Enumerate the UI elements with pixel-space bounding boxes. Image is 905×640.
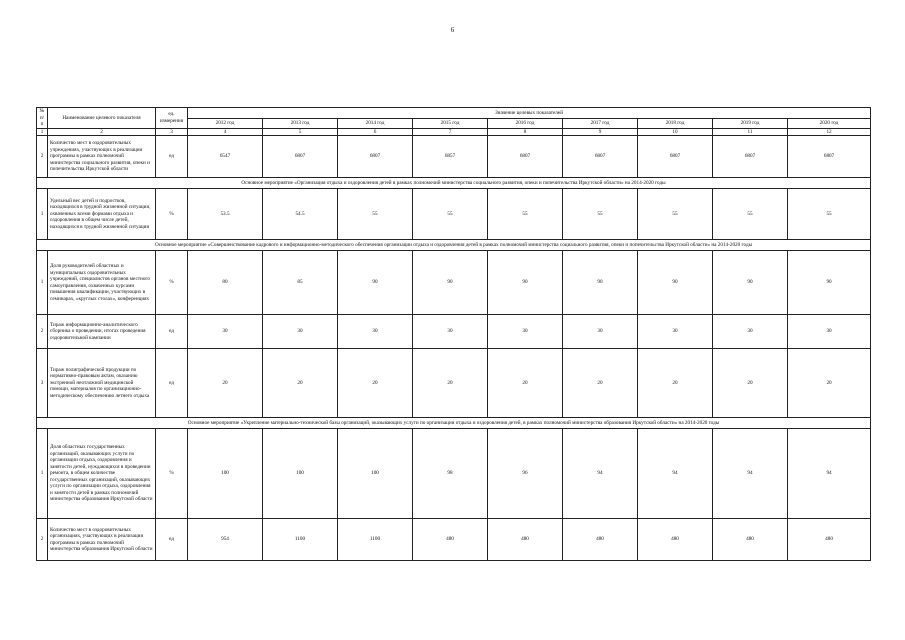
indicator-value: 30 — [638, 315, 713, 349]
indicator-value: 90 — [413, 251, 488, 315]
column-number: 4 — [188, 128, 263, 136]
header-values: Значение целевых показателей — [188, 108, 871, 119]
indicator-value: 480 — [488, 519, 563, 561]
indicator-value: 55 — [788, 189, 871, 240]
indicator-value: 100 — [263, 429, 338, 519]
indicator-row — [37, 136, 871, 178]
indicator-name: Доля руководителей областных и муниципальных оздоровительных учреждений, специалистов органов местного самоуправления, охваченных курсами повышения квалификации, участвующих в семинарах, «круглых столах», конференциях — [48, 251, 156, 315]
indicator-name: Тираж полиграфической продукции по нормативно-правовым актам, оказанию экстренной неотложной медицинской помощи, материалов по организационно-методическому обеспечению летнего отдыха — [48, 349, 156, 418]
column-number: 2 — [48, 128, 156, 136]
indicator-value: 480 — [413, 519, 488, 561]
indicator-value: 53.5 — [188, 189, 263, 240]
section-row — [37, 240, 871, 251]
indicator-value: 30 — [413, 315, 488, 349]
header-year: 2018 год — [638, 119, 713, 128]
indicator-value: 6807 — [338, 136, 413, 178]
header-year: 2020 год — [788, 119, 871, 128]
indicator-value: 54.5 — [263, 189, 338, 240]
indicator-row — [37, 189, 871, 240]
indicator-value: 20 — [713, 349, 788, 418]
indicator-value: 90 — [563, 251, 638, 315]
section-row — [37, 418, 871, 429]
column-number: 3 — [156, 128, 188, 136]
indicator-unit: ед — [156, 349, 188, 418]
indicator-value: 20 — [638, 349, 713, 418]
indicator-value: 30 — [338, 315, 413, 349]
indicator-unit: ед — [156, 136, 188, 178]
indicator-value: 90 — [788, 251, 871, 315]
indicator-value: 20 — [263, 349, 338, 418]
row-number: 3 — [37, 349, 48, 418]
indicator-value: 30 — [488, 315, 563, 349]
indicator-value: 90 — [638, 251, 713, 315]
section-title: Основное мероприятие «Совершенствование кадрового и информационно-методического обеспечения организации отдыха и оздоровления детей в рамках полномочий министерства социального развития, опеки и попечительства Иркутской области» на 2014-2020 годы — [37, 240, 871, 251]
column-number: 10 — [638, 128, 713, 136]
indicator-value: 6807 — [638, 136, 713, 178]
indicator-row — [37, 429, 871, 519]
indicator-name: Тираж информационно-аналитического сборника о проведении, итогах проведения оздоровительной кампании — [48, 315, 156, 349]
section-title: Основное мероприятие «Укрепление материально-технической базы организаций, оказывающих услуги по организации отдыха и оздоровления детей, в рамках полномочий министерства образования Иркутской области» на 2014-2020 годы — [37, 418, 871, 429]
target-indicators-table — [36, 107, 871, 561]
indicator-value: 20 — [413, 349, 488, 418]
indicator-value: 6857 — [413, 136, 488, 178]
row-number: 2 — [37, 136, 48, 178]
indicator-value: 480 — [638, 519, 713, 561]
indicator-value: 55 — [713, 189, 788, 240]
column-number: 11 — [713, 128, 788, 136]
indicator-name: Количество мест в оздоровительных учреждениях, участвующих в реализации программы в рамках полномочий министерства социального развития, опеки и попечительства Иркутской области — [48, 136, 156, 178]
indicator-value: 100 — [188, 429, 263, 519]
indicator-value: 480 — [788, 519, 871, 561]
header-year: 2015 год — [413, 119, 488, 128]
column-number: 8 — [488, 128, 563, 136]
indicator-value: 94 — [563, 429, 638, 519]
indicator-value: 94 — [788, 429, 871, 519]
row-number: 2 — [37, 519, 48, 561]
indicator-value: 30 — [788, 315, 871, 349]
indicator-value: 6807 — [713, 136, 788, 178]
indicator-value: 85 — [263, 251, 338, 315]
indicator-name: Доля областных государственных организаций, оказывающих услуги по организации отдыха, оздоровления и занятости детей, нуждающихся в проведении ремонта, в общем количестве государственных организаций, оказывающих услуги по организации отдыха, оздоровления и занятости детей в рамках полномочий министерства образования Иркутской области — [48, 429, 156, 519]
indicator-row — [37, 251, 871, 315]
indicator-value: 55 — [638, 189, 713, 240]
column-number: 7 — [413, 128, 488, 136]
indicator-value: 55 — [563, 189, 638, 240]
indicator-value: 20 — [788, 349, 871, 418]
indicator-value: 6547 — [188, 136, 263, 178]
indicator-value: 96 — [488, 429, 563, 519]
indicator-row — [37, 315, 871, 349]
header-name: Наименование целевого показателя — [48, 108, 156, 129]
indicator-value: 20 — [338, 349, 413, 418]
indicator-name: Количество мест в оздоровительных организациях, участвующих в реализации программы в рамках полномочий министерства образования Иркутской области — [48, 519, 156, 561]
header-unit: ед. измерения — [156, 108, 188, 129]
indicator-value: 30 — [713, 315, 788, 349]
header-year: 2016 год — [488, 119, 563, 128]
row-number: 1 — [37, 429, 48, 519]
column-numbers-row — [37, 128, 871, 136]
header-num: № п/п — [37, 108, 48, 129]
indicator-value: 55 — [413, 189, 488, 240]
section-row — [37, 178, 871, 189]
indicator-value: 55 — [338, 189, 413, 240]
indicator-value: 90 — [713, 251, 788, 315]
indicator-value: 20 — [488, 349, 563, 418]
indicator-value: 20 — [188, 349, 263, 418]
indicator-unit: % — [156, 189, 188, 240]
header-row — [37, 108, 871, 119]
indicator-value: 6807 — [788, 136, 871, 178]
indicator-value: 20 — [563, 349, 638, 418]
column-number: 12 — [788, 128, 871, 136]
indicator-value: 55 — [488, 189, 563, 240]
indicator-value: 30 — [563, 315, 638, 349]
indicator-unit: % — [156, 429, 188, 519]
indicator-name: Удельный вес детей и подростков, находящихся в трудной жизненной ситуации, охваченных всеми формами отдыха и оздоровления в общем числе детей, находящихся в трудной жизненной ситуации — [48, 189, 156, 240]
indicator-value: 1100 — [263, 519, 338, 561]
indicator-value: 480 — [713, 519, 788, 561]
indicator-value: 1100 — [338, 519, 413, 561]
row-number: 1 — [37, 189, 48, 240]
indicator-value: 480 — [563, 519, 638, 561]
row-number: 1 — [37, 251, 48, 315]
indicator-value: 94 — [638, 429, 713, 519]
indicator-value: 94 — [713, 429, 788, 519]
indicator-value: 98 — [413, 429, 488, 519]
indicator-row — [37, 519, 871, 561]
indicator-unit: ед — [156, 519, 188, 561]
indicator-value: 90 — [338, 251, 413, 315]
indicator-unit: % — [156, 251, 188, 315]
header-year: 2014 год — [338, 119, 413, 128]
indicator-value: 80 — [188, 251, 263, 315]
column-number: 6 — [338, 128, 413, 136]
row-number: 2 — [37, 315, 48, 349]
indicator-value: 90 — [488, 251, 563, 315]
header-year: 2012 год — [188, 119, 263, 128]
section-title: Основное мероприятие «Организация отдыха и оздоровления детей в рамках полномочий министерства социального развития, опеки и попечительства Иркутской области» на 2014-2020 годы — [37, 178, 871, 189]
indicator-row — [37, 349, 871, 418]
column-number: 5 — [263, 128, 338, 136]
indicator-value: 6807 — [563, 136, 638, 178]
page-number: 6 — [450, 26, 455, 34]
column-number: 9 — [563, 128, 638, 136]
indicator-unit: ед — [156, 315, 188, 349]
indicator-value: 30 — [188, 315, 263, 349]
header-year: 2013 год — [263, 119, 338, 128]
indicator-value: 30 — [263, 315, 338, 349]
indicator-value: 6807 — [488, 136, 563, 178]
column-number: 1 — [37, 128, 48, 136]
header-year: 2017 год — [563, 119, 638, 128]
indicator-value: 6807 — [263, 136, 338, 178]
header-year: 2019 год — [713, 119, 788, 128]
indicator-value: 100 — [338, 429, 413, 519]
indicator-value: 954 — [188, 519, 263, 561]
